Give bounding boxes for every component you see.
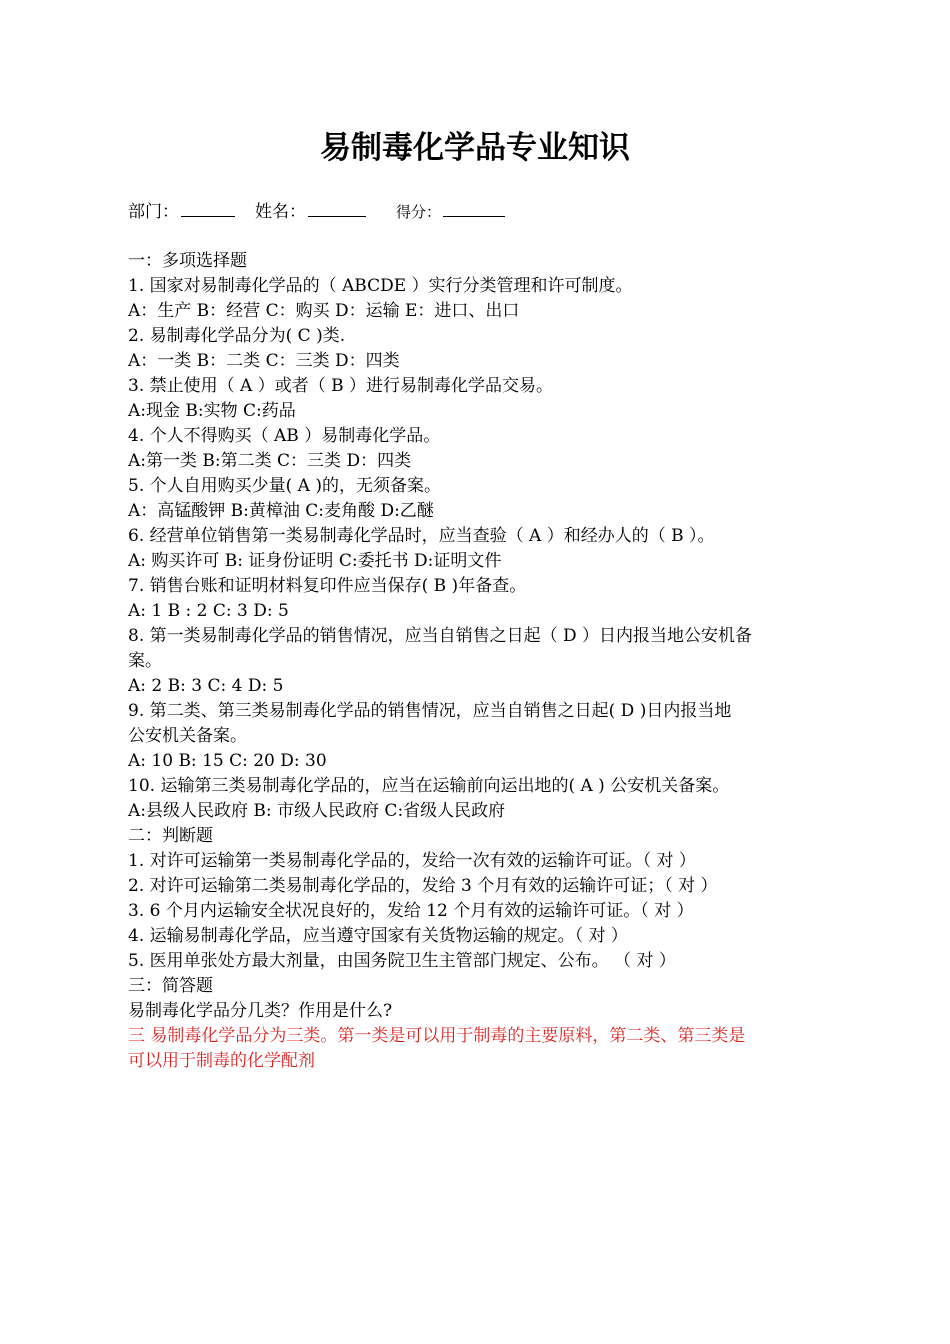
score-blank: [443, 199, 505, 217]
judgment-item: 1. 对许可运输第一类易制毒化学品的，发给一次有效的运输许可证。（ 对 ）: [128, 851, 696, 871]
section-heading: 三：简答题: [128, 976, 213, 996]
judgment-item: 2. 对许可运输第二类易制毒化学品的，发给 3 个月有效的运输许可证；（ 对 ）: [128, 876, 718, 896]
judgment-item: 4. 运输易制毒化学品，应当遵守国家有关货物运输的规定。（ 对 ）: [128, 926, 628, 946]
question-options: A: 10 B: 15 C: 20 D: 30: [128, 751, 327, 771]
question-options: A: 1 B : 2 C: 3 D: 5: [128, 601, 289, 621]
question-text: 8. 第一类易制毒化学品的销售情况，应当自销售之日起（ D ）日内报当地公安机备: [128, 626, 753, 646]
question-text: 5. 个人自用购买少量( A )的，无须备案。: [128, 476, 441, 496]
score-label: 得分：: [396, 203, 442, 221]
question-text: 7. 销售台账和证明材料复印件应当保存( B )年备查。: [128, 576, 527, 596]
name-label: 姓名：: [255, 202, 306, 222]
question-text: 2. 易制毒化学品分为( C )类.: [128, 326, 346, 346]
dept-label: 部门：: [128, 202, 179, 222]
question-options: A:县级人民政府 B: 市级人民政府 C:省级人民政府: [128, 801, 506, 821]
question-text: 6. 经营单位销售第一类易制毒化学品时，应当查验（ A ）和经办人的（ B ）。: [128, 526, 715, 546]
question-text: 10. 运输第三类易制毒化学品的，应当在运输前向运出地的( A ) 公安机关备案。: [128, 776, 730, 796]
dept-blank: [181, 199, 235, 217]
answer-text: 三 易制毒化学品分为三类。第一类是可以用于制毒的主要原料，第二类、第三类是: [128, 1026, 746, 1046]
question-text: 9. 第二类、第三类易制毒化学品的销售情况，应当自销售之日起( D )日内报当地: [128, 701, 732, 721]
question-options: A: 2 B: 3 C: 4 D: 5: [128, 676, 284, 696]
judgment-item: 5. 医用单张处方最大剂量，由国务院卫生主管部门规定、公布。 （ 对 ）: [128, 951, 676, 971]
question-text: 3. 禁止使用（ A ）或者（ B ）进行易制毒化学品交易。: [128, 376, 554, 396]
section-heading: 一：多项选择题: [128, 251, 247, 271]
header-fields: [128, 199, 828, 225]
answer-text-continued: 可以用于制毒的化学配剂: [128, 1051, 315, 1071]
question-options: A：高锰酸钾 B:黄樟油 C:麦角酸 D:乙醚: [128, 501, 434, 521]
question-text-continued: 案。: [128, 651, 162, 671]
question-text: 1. 国家对易制毒化学品的（ ABCDE ）实行分类管理和许可制度。: [128, 276, 633, 296]
question-options: A：一类 B：二类 C：三类 D：四类: [128, 351, 400, 371]
name-blank: [308, 199, 366, 217]
judgment-item: 3. 6 个月内运输安全状况良好的，发给 12 个月有效的运输许可证。（ 对 ）: [128, 901, 694, 921]
section-heading: 二：判断题: [128, 826, 213, 846]
question-options: A:现金 B:实物 C:药品: [128, 401, 296, 421]
question-text: 4. 个人不得购买（ AB ）易制毒化学品。: [128, 426, 441, 446]
short-answer-question: 易制毒化学品分几类？作用是什么?: [128, 1001, 393, 1021]
question-options: A：生产 B：经营 C：购买 D：运输 E：进口、出口: [128, 301, 520, 321]
question-options: A: 购买许可 B: 证身份证明 C:委托书 D:证明文件: [128, 551, 502, 571]
question-options: A:第一类 B:第二类 C：三类 D：四类: [128, 451, 412, 471]
question-text-continued: 公安机关备案。: [128, 726, 247, 746]
page-title: 易制毒化学品专业知识: [320, 130, 630, 166]
